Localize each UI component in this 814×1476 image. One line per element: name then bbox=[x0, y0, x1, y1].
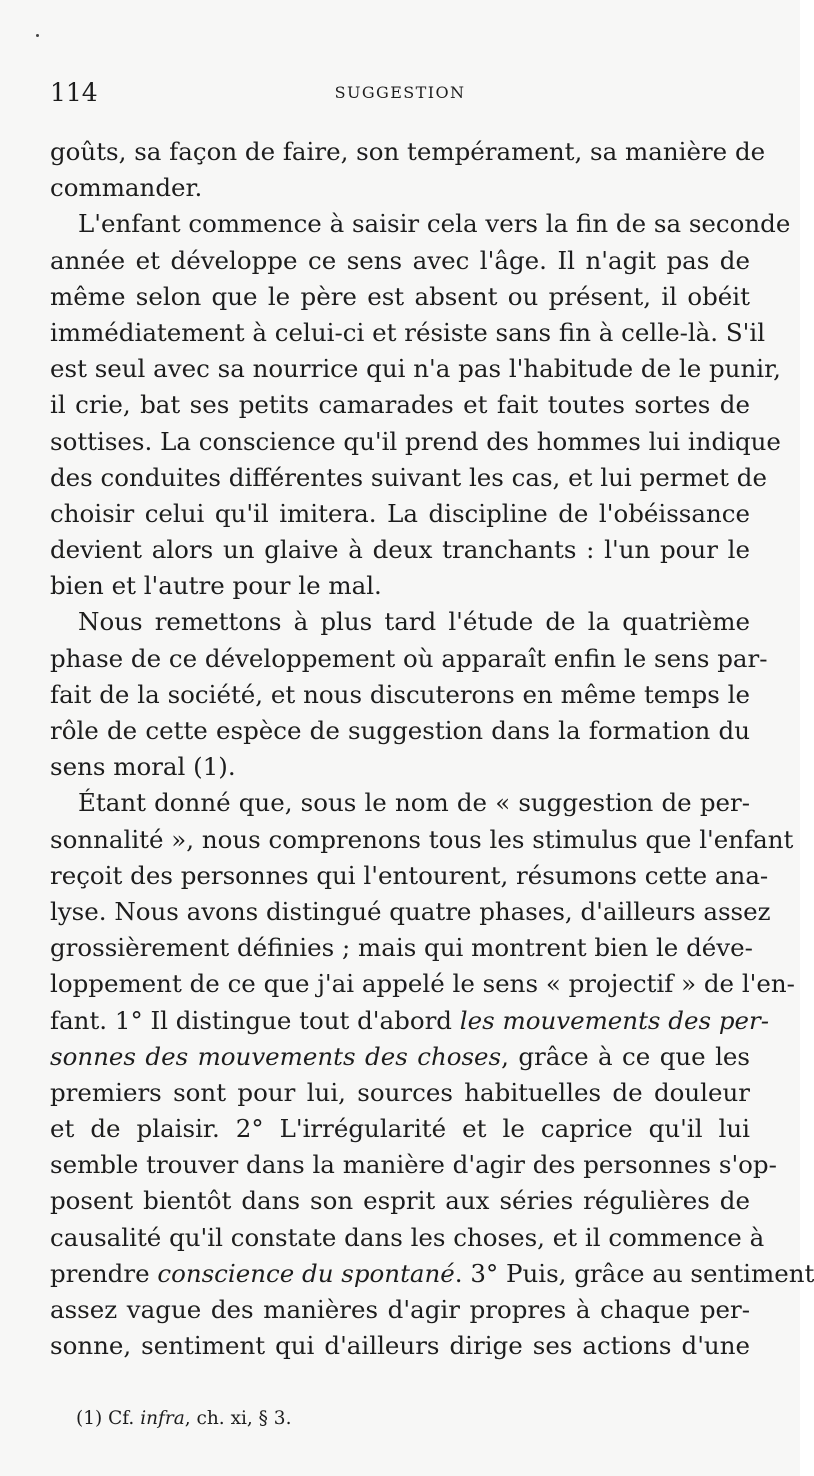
text-line: L'enfant commence à saisir cela vers la fin de sa seconde bbox=[78, 209, 791, 239]
body-text bbox=[50, 134, 814, 1364]
text-line: commander. bbox=[50, 173, 203, 203]
text-line: devient alors un glaive à deux tranchants : l'un pour le bbox=[50, 535, 750, 565]
text-line: Nous remettons à plus tard l'étude de la quatrième bbox=[78, 607, 750, 637]
text-line: sonnalité », nous comprenons tous les stimulus que l'enfant bbox=[50, 824, 794, 854]
page-header bbox=[50, 78, 750, 108]
text-line: est seul avec sa nourrice qui n'a pas l'habitude de le punir, bbox=[50, 354, 781, 384]
text-line: il crie, bat ses petits camarades et fait toutes sortes de bbox=[50, 390, 750, 420]
text-line: posent bientôt dans son esprit aux séries régulières de bbox=[50, 1186, 750, 1216]
text-line: rôle de cette espèce de suggestion dans la formation du bbox=[50, 716, 750, 745]
text-line: des conduites différentes suivant les cas, et lui permet de bbox=[50, 462, 767, 492]
text-line: lyse. Nous avons distingué quatre phases, d'ailleurs assez bbox=[50, 896, 771, 926]
text-line: sonne, sentiment qui d'ailleurs dirige ses actions d'une bbox=[50, 1331, 750, 1361]
text-line: phase de ce développement où apparaît enfin le sens par- bbox=[50, 643, 768, 673]
text-line: loppement de ce que j'ai appelé le sens « projectif » de l'en- bbox=[50, 969, 795, 999]
text-line: choisir celui qu'il imitera. La discipline de l'obéissance bbox=[50, 498, 750, 528]
footnote: (1) Cf. infra, ch. xi, § 3. bbox=[76, 1408, 292, 1429]
text-line: grossièrement définies ; mais qui montrent bien le déve- bbox=[50, 933, 753, 963]
text-line: causalité qu'il constate dans les choses, et il commence à bbox=[50, 1222, 765, 1252]
text-line: bien et l'autre pour le mal. bbox=[50, 571, 382, 601]
text-line: goûts, sa façon de faire, son tempérament, sa manière de bbox=[50, 137, 766, 166]
text-line: assez vague des manières d'agir propres à chaque per- bbox=[50, 1295, 750, 1324]
text-line: fant. 1° Il distingue tout d'abord les mouvements des per- bbox=[50, 1005, 769, 1035]
running-title: SUGGESTION bbox=[334, 83, 466, 102]
text-line: Étant donné que, sous le nom de « suggestion de per- bbox=[78, 788, 750, 818]
text-line: premiers sont pour lui, sources habituelles de douleur bbox=[50, 1077, 750, 1107]
text-line: sottises. La conscience qu'il prend des hommes lui indique bbox=[50, 426, 781, 456]
page-number: 114 bbox=[50, 78, 98, 107]
text-line: et de plaisir. 2° L'irrégularité et le caprice qu'il lui bbox=[50, 1114, 750, 1144]
text-line: année et développe ce sens avec l'âge. Il n'agit pas de bbox=[50, 245, 750, 275]
text-line: immédiatement à celui-ci et résiste sans fin à celle-là. S'il bbox=[50, 317, 766, 347]
text-line: reçoit des personnes qui l'entourent, résumons cette ana- bbox=[50, 860, 769, 890]
text-line: même selon que le père est absent ou présent, il obéit bbox=[50, 281, 750, 311]
text-line: prendre conscience du spontané. 3° Puis, grâce au sentiment bbox=[50, 1258, 814, 1288]
print-speck bbox=[36, 34, 39, 37]
text-line: sonnes des mouvements des choses, grâce à ce que les bbox=[50, 1041, 750, 1071]
text-line: fait de la société, et nous discuterons en même temps le bbox=[50, 679, 750, 709]
text-line: semble trouver dans la manière d'agir des personnes s'op- bbox=[50, 1150, 777, 1180]
text-line: sens moral (1). bbox=[50, 752, 236, 782]
